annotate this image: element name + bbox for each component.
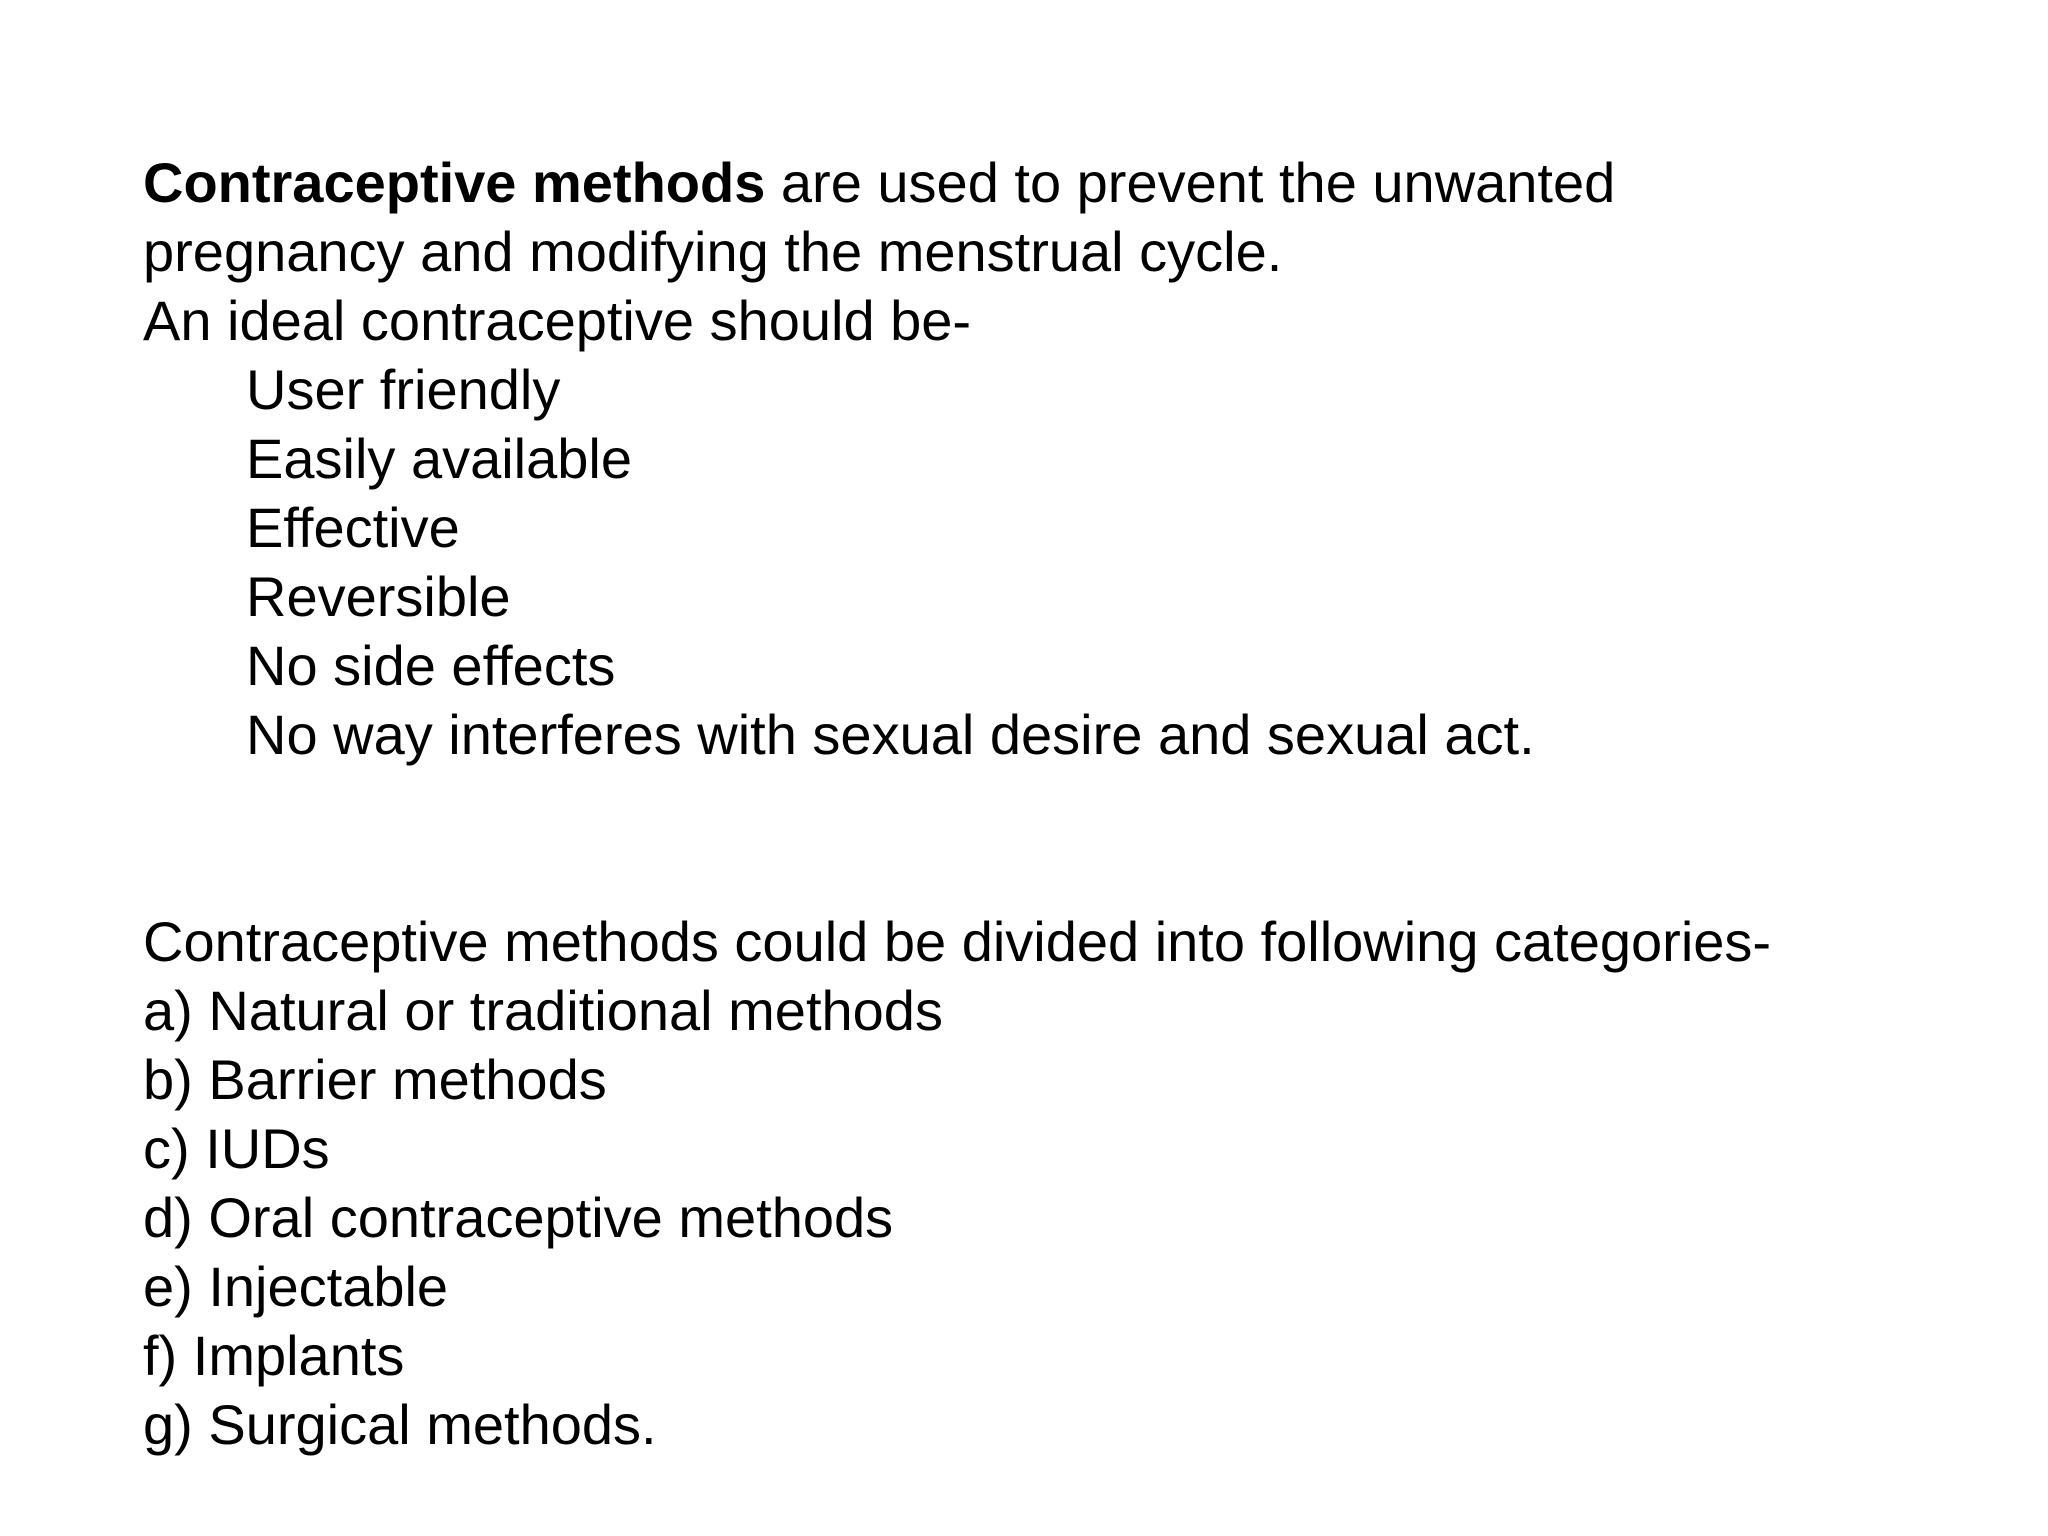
ideal-quality-item: Effective [246,496,460,559]
intro-line-2: pregnancy and modifying the menstrual cycle. [143,220,1283,283]
section-spacer [143,769,2003,907]
ideal-quality-item: User friendly [246,358,561,421]
category-item: g) Surgical methods. [143,1393,657,1456]
ideal-quality-item: Reversible [246,565,511,628]
ideal-qualities-list [143,355,2003,769]
categories-list [143,976,2003,1459]
category-item: b) Barrier methods [143,1048,607,1111]
document-page [143,148,2003,1459]
category-item: d) Oral contraceptive methods [143,1186,894,1249]
ideal-quality-item: No side effects [246,634,616,697]
ideal-quality-item: Easily available [246,427,632,490]
ideal-quality-item: No way interferes with sexual desire and sexual act. [246,703,1535,766]
categories-heading: Contraceptive methods could be divided into following categories- [143,910,1772,973]
intro-line-1-rest: are used to prevent the unwanted [765,151,1616,214]
category-item: e) Injectable [143,1255,449,1318]
ideal-heading: An ideal contraceptive should be- [143,289,972,352]
term-contraceptive-methods: Contraceptive methods [143,151,766,214]
category-item: a) Natural or traditional methods [143,979,943,1042]
category-item: f) Implants [143,1324,405,1387]
category-item: c) IUDs [143,1117,330,1180]
intro-line-1 [143,148,2003,217]
